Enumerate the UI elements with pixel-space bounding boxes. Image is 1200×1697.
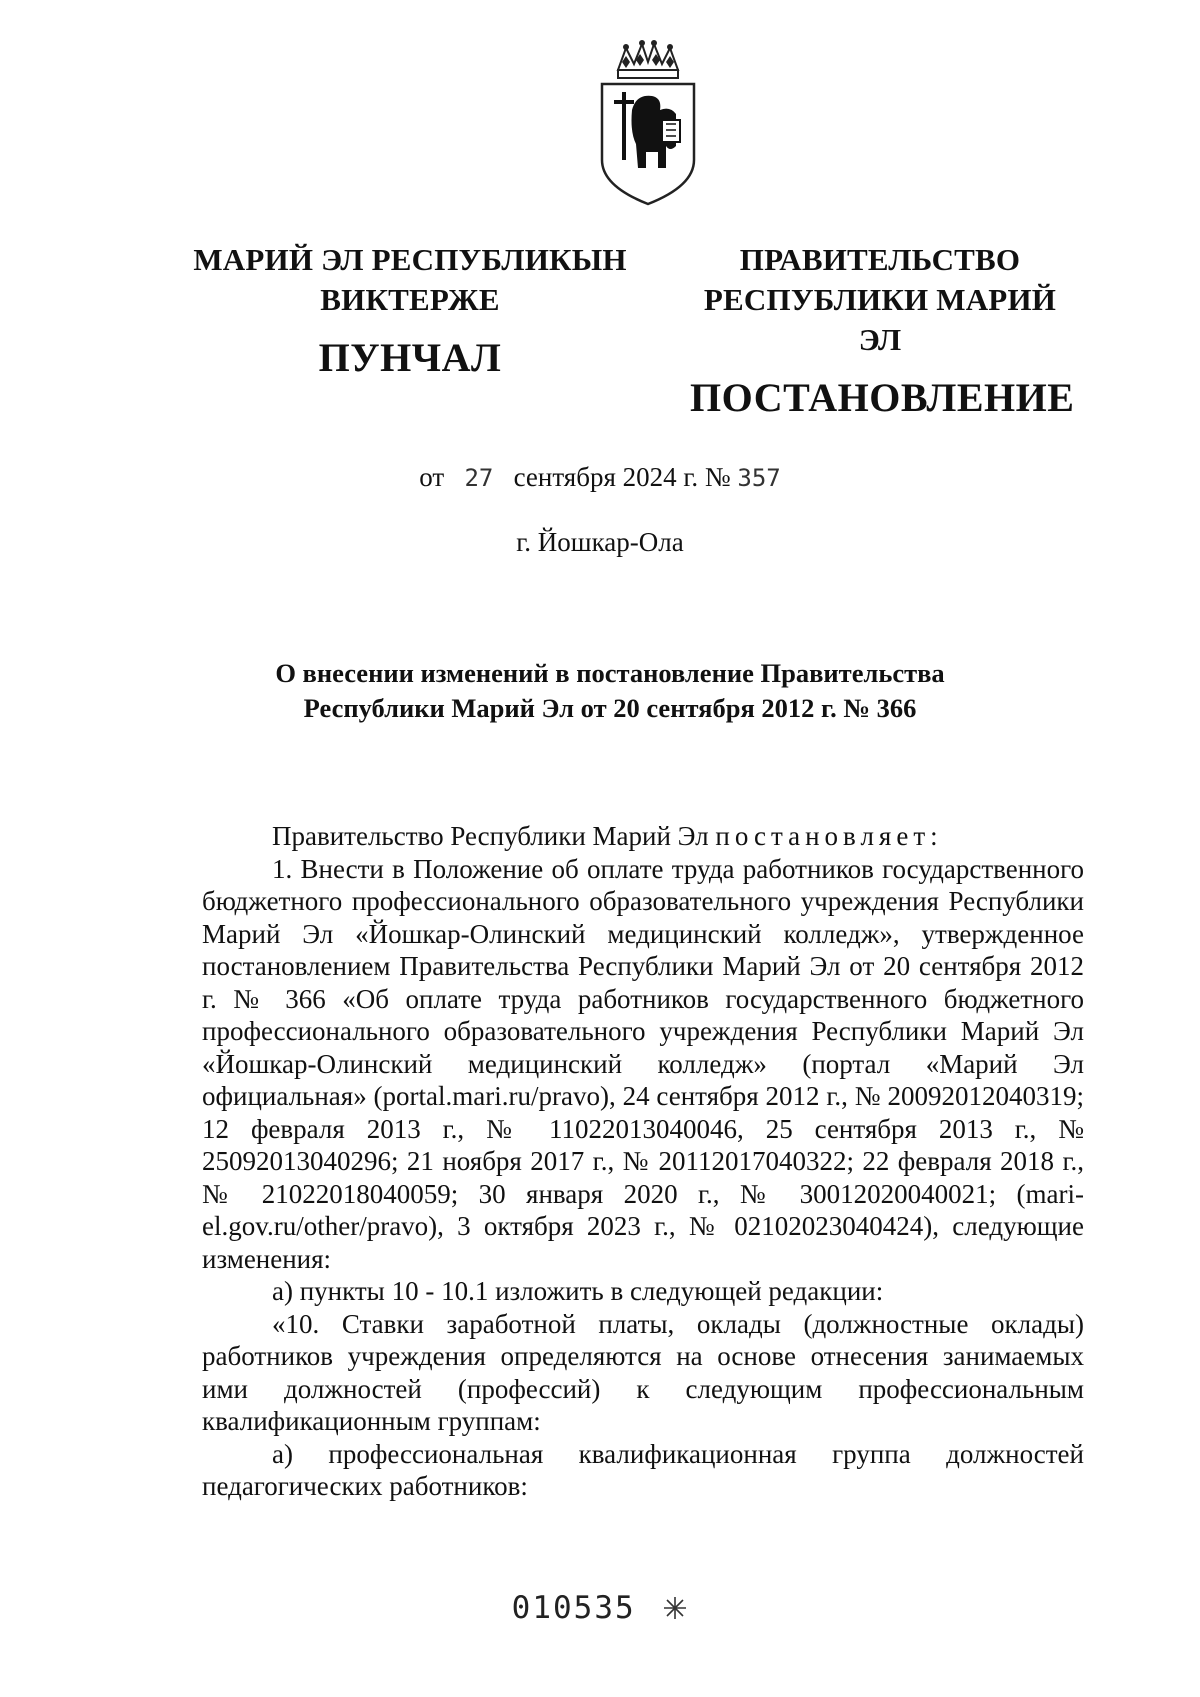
body-paragraph-2: а) пункты 10 - 10.1 изложить в следующей редакции: [272, 1276, 884, 1306]
header-russian-line2: РЕСПУБЛИКИ МАРИЙ ЭЛ [703, 282, 1057, 357]
date-day: 27 [464, 464, 494, 492]
body-intro [202, 820, 1084, 853]
document-city: г. Йошкар-Ола [516, 527, 684, 557]
header-mari-doc-type: ПУНЧАЛ [318, 335, 502, 380]
document-body [202, 820, 1084, 1503]
intro-text: Правительство Республики Марий Эл [272, 821, 716, 851]
document-title [240, 656, 980, 726]
header-russian-doc-type: ПОСТАНОВЛЕНИЕ [690, 375, 1075, 420]
header-mari-block [190, 240, 630, 384]
body-paragraph-3: «10. Ставки заработной платы, оклады (должностные оклады) работников учреждения определяются на основе отнесения занимаемых ими должностей (профессий) к следующим профессиональным квалификационным группам: [202, 1308, 1084, 1436]
header-mari-line2: ВИКТЕРЖЕ [320, 282, 500, 317]
date-prefix: от [419, 462, 445, 492]
title-line1: О внесении изменений в постановление Правительства [275, 658, 945, 688]
document-date-line [0, 460, 1200, 495]
date-month-year: сентября 2024 г. № [513, 462, 731, 492]
serial-number-text: 010535 [511, 1590, 636, 1626]
header-russian-line1: ПРАВИТЕЛЬСТВО [739, 242, 1021, 277]
body-paragraph-1: 1. Внести в Положение об оплате труда работников государственного бюджетного профессионального образовательного учреждения Республики Марий Эл «Йошкар-Олинский медицинский колледж», утвержденное постановлением Правительства Республики Марий Эл от 20 сентября 2012 г. № 366 «Об оплате труда работников государственного бюджетного профессионального образовательного учреждения Республики Марий Эл «Йошкар-Олинский медицинский колледж» (портал «Марий Эл официальная» (portal.mari.ru/pravo), 24 сентября 2012 г., № 20092012040319; 12 февраля 2013 г., № 11022013040046, 25 сентября 2013 г., № 25092013040296; 21 ноября 2017 г., № 20112017040322; 22 февраля 2018 г., № 21022018040059; 30 января 2020 г., № 30012020040021; (mari-el.gov.ru/other/pravo), 3 октября 2023 г., № 02102023040424), следующие изменения: [202, 853, 1084, 1274]
intro-spaced-word: постановляет: [715, 821, 943, 851]
header-russian-block [690, 240, 1075, 424]
form-serial-number [0, 1590, 1200, 1626]
mari-el-coat-of-arms-icon [596, 40, 700, 206]
title-line2: Республики Марий Эл от 20 сентября 2012 г. № 366 [303, 693, 917, 723]
header-mari-line1: МАРИЙ ЭЛ РЕСПУБЛИКЫН [193, 242, 627, 277]
document-number: 357 [737, 464, 781, 492]
body-paragraph-4: а) профессиональная квалификационная группа должностей педагогических работников: [202, 1438, 1084, 1501]
asterisk-mark-icon [662, 1595, 688, 1621]
